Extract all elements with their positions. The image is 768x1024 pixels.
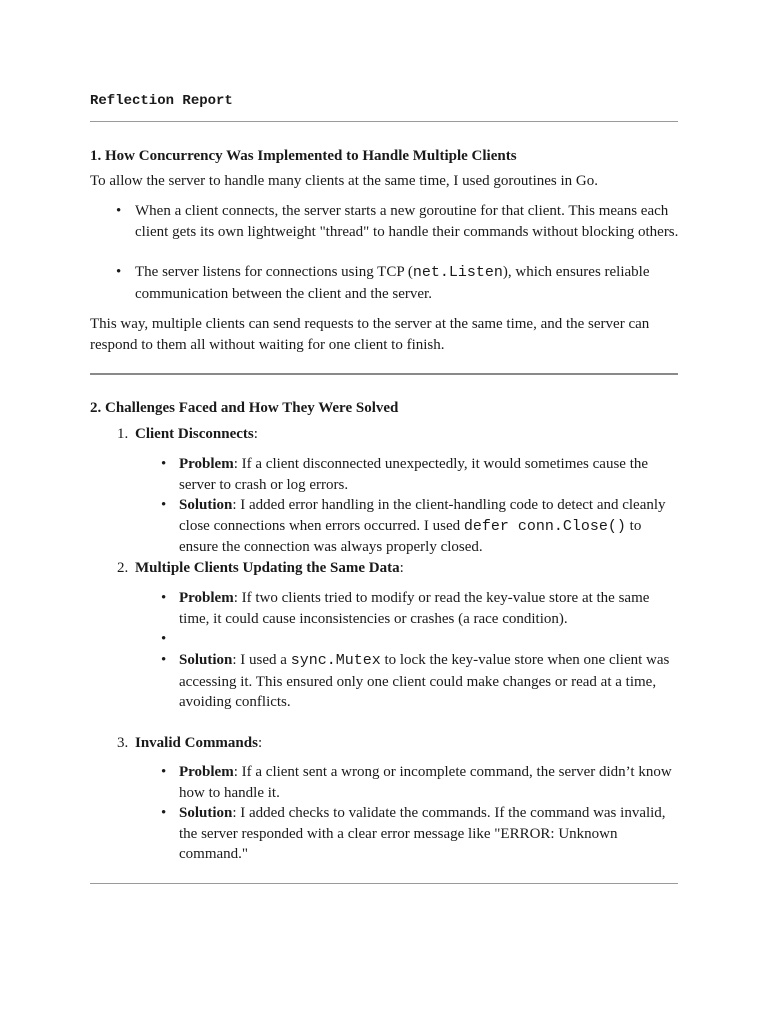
challenge-1-solution xyxy=(179,495,679,558)
divider xyxy=(90,121,678,122)
section-divider xyxy=(90,373,678,375)
list-number: 1. xyxy=(117,426,129,442)
section-1-intro: To allow the server to handle many clients at the same time, I used goroutines in Go. xyxy=(90,173,598,189)
challenge-2-title xyxy=(135,558,680,579)
bullet-marker: • xyxy=(161,805,167,821)
inline-code-defer-close: defer conn.Close() xyxy=(463,517,626,535)
inline-code-net-listen: net.Listen xyxy=(412,264,503,281)
challenge-2-problem xyxy=(179,588,679,629)
bullet-marker: • xyxy=(161,590,167,606)
bullet-text: The server listens for connections using TCP ( xyxy=(135,264,413,280)
list-number: 2. xyxy=(117,560,129,576)
bullet-marker: • xyxy=(116,264,122,280)
solution-label: Solution xyxy=(179,652,233,668)
divider xyxy=(90,883,678,884)
challenge-3-title xyxy=(135,733,680,754)
problem-text: : If a client disconnected unexpectedly, it would sometimes cause the server to crash or log errors. xyxy=(179,456,649,493)
bullet-marker: • xyxy=(161,497,167,513)
challenge-3-solution xyxy=(179,803,679,865)
problem-label: Problem xyxy=(179,456,234,472)
problem-text: : If a client sent a wrong or incomplete command, the server didn’t know how to handle it. xyxy=(179,764,672,801)
solution-text: : I used a xyxy=(232,652,291,668)
solution-label: Solution xyxy=(179,497,233,513)
section-2-heading: 2. Challenges Faced and How They Were Solved xyxy=(90,400,399,416)
problem-label: Problem xyxy=(179,590,234,606)
section-1-heading: 1. How Concurrency Was Implemented to Handle Multiple Clients xyxy=(90,148,517,164)
section-1-bullet-tcp xyxy=(135,262,680,304)
solution-text: to lock the key-value store when one client was accessing it. This ensured only one client could make changes or read at a time, avoiding conflicts. xyxy=(179,652,670,710)
bullet-marker: • xyxy=(161,652,167,668)
challenge-2-solution xyxy=(179,650,679,713)
list-number: 3. xyxy=(117,735,129,751)
colon: : xyxy=(257,735,263,751)
problem-label: Problem xyxy=(179,764,234,780)
challenge-title-text: Multiple Clients Updating the Same Data xyxy=(135,560,400,576)
challenge-1-title xyxy=(135,424,680,445)
bullet-marker: • xyxy=(116,203,122,219)
challenge-3-problem xyxy=(179,762,679,803)
solution-label: Solution xyxy=(179,805,233,821)
inline-code-sync-mutex: sync.Mutex xyxy=(290,652,381,669)
challenge-1-problem xyxy=(179,454,679,495)
section-1-bullet-goroutine: When a client connects, the server starts a new goroutine for that client. This means each client gets its own lightweight "thread" to handle their commands without blocking others. xyxy=(135,203,679,240)
challenge-title-text: Client Disconnects xyxy=(135,426,254,442)
empty-bullet-marker: • xyxy=(161,631,167,647)
bullet-marker: • xyxy=(161,456,167,472)
solution-text: : I added error handling in the client-handling code to detect and cleanly close connections when errors occurred. I used xyxy=(179,497,666,534)
solution-text: to ensure the connection was always properly closed. xyxy=(179,517,642,555)
bullet-marker: • xyxy=(161,764,167,780)
colon: : xyxy=(253,426,258,442)
bullet-text: ), which ensures reliable communication between the client and the server. xyxy=(135,264,650,302)
report-title: Reflection Report xyxy=(90,93,233,109)
solution-text: : I added checks to validate the commands. If the command was invalid, the server responded with a clear error message like "ERROR: Unknown command." xyxy=(179,805,666,862)
problem-text: : If two clients tried to modify or read the key-value store at the same time, it could cause inconsistencies or crashes (a race condition). xyxy=(179,590,650,627)
challenge-title-text: Invalid Commands xyxy=(135,735,258,751)
section-1-outro: This way, multiple clients can send requests to the server at the same time, and the server can respond to them all without waiting for one client to finish. xyxy=(90,316,650,353)
colon: : xyxy=(399,560,404,576)
